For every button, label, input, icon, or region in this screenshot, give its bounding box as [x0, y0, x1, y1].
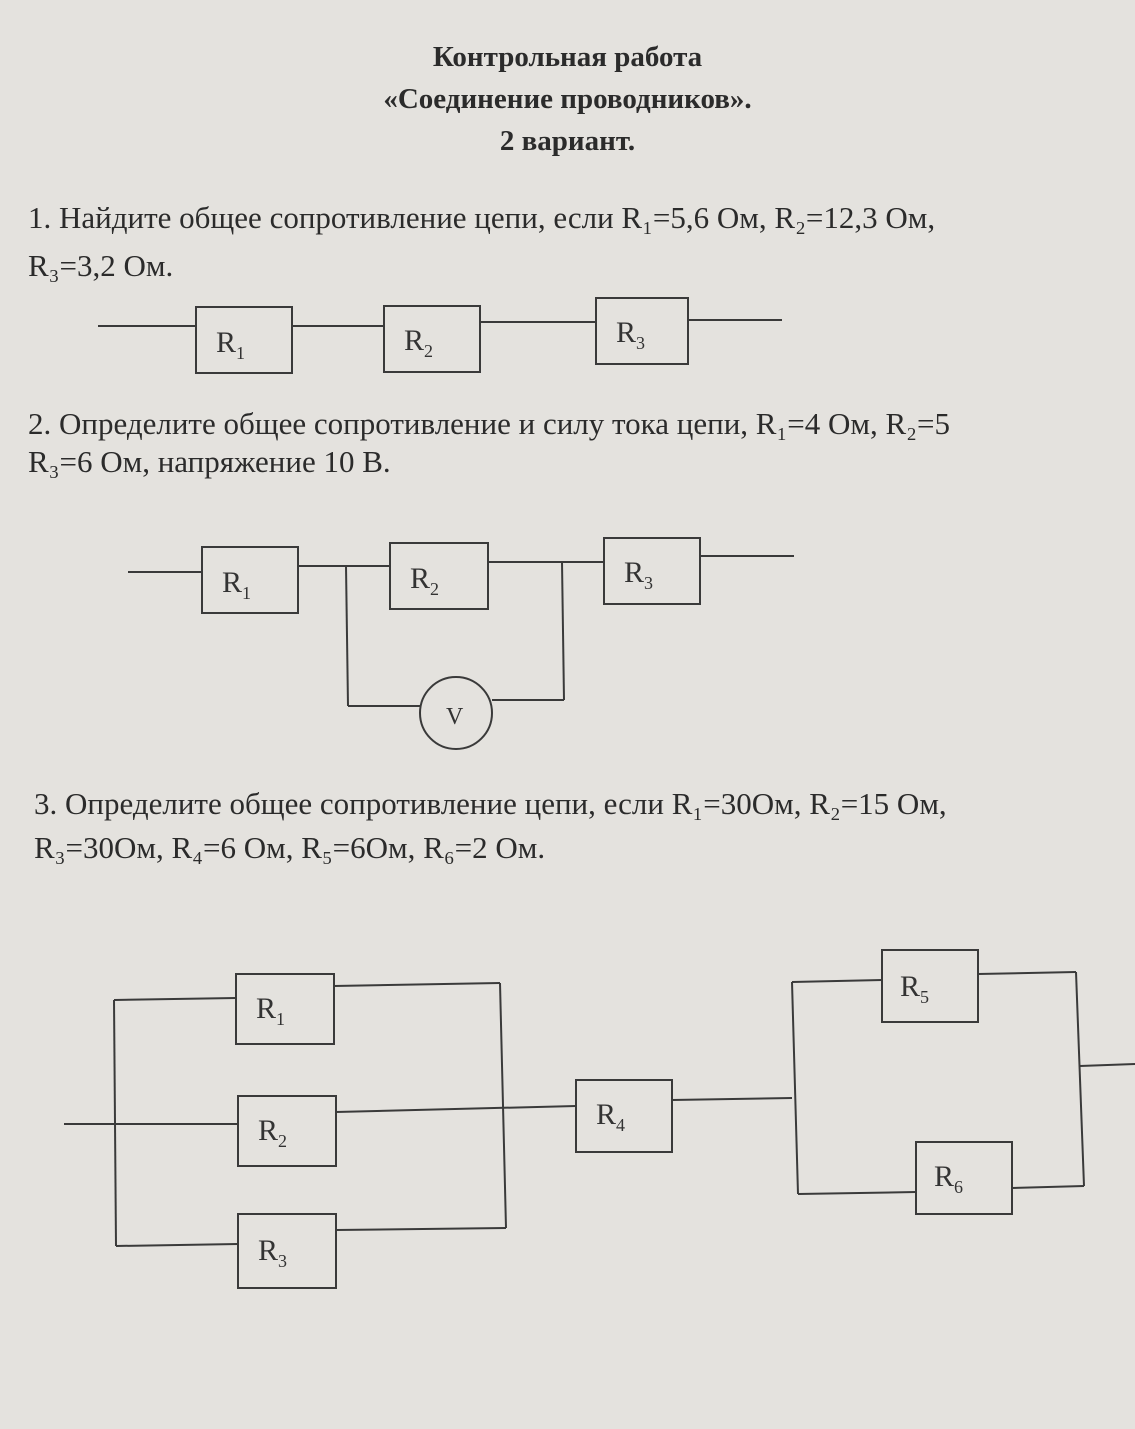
task3-text-line1: 3. Определите общее сопротивление цепи, если R₁=30Ом, R₂=15 Ом,: [34, 786, 947, 821]
doc-title-line1: Контрольная работа: [432, 41, 703, 73]
c2-r1-label: $R_1$: [222, 566, 252, 603]
c1-r2-label: $R_2$: [404, 324, 434, 361]
c1-r3-box: [596, 298, 688, 364]
doc-title-line3: 2 вариант.: [499, 125, 636, 157]
c2-r2-box: [390, 543, 488, 609]
c3-r4-label: $R_4$: [596, 1098, 626, 1135]
circuit1: [98, 298, 782, 373]
c2-r3-box: [604, 538, 700, 604]
doc-title-line2: «Соединение проводников».: [383, 83, 752, 115]
c3-r6-label: $R_6$: [934, 1160, 964, 1197]
task2-text-line1: 2. Определите общее сопротивление и силу тока цепи, R₁=4 Ом, R₂=5: [28, 406, 950, 441]
c1-r1-label: $R_1$: [216, 326, 246, 363]
task1-text-line1: 1. Найдите общее сопротивление цепи, если R₁=5,6 Ом, R₂=12,3 Ом,: [28, 200, 936, 235]
task2-text-line2: R₃=6 Ом, напряжение 10 В.: [28, 444, 391, 479]
c2-r1-box: [202, 547, 298, 613]
c3-r5-label: $R_5$: [900, 970, 930, 1007]
c2-r3-label: $R_3$: [624, 556, 654, 593]
voltmeter-label: V: [446, 704, 464, 730]
c1-r2-box: [384, 306, 480, 372]
c1-r3-label: $R_3$: [616, 316, 646, 353]
c3-r2-label: $R_2$: [258, 1114, 288, 1151]
c3-r3-label: $R_3$: [258, 1234, 288, 1271]
c2-r2-label: $R_2$: [410, 562, 440, 599]
c3-r5-box: [882, 950, 978, 1022]
task1-text-line2: R₃=3,2 Ом.: [28, 248, 174, 283]
c3-r6-box: [916, 1142, 1012, 1214]
c1-r1-box: [196, 307, 292, 373]
c3-r1-label: $R_1$: [256, 992, 286, 1029]
task3-text-line2: R₃=30Ом, R₄=6 Ом, R₅=6Ом, R₆=2 Ом.: [34, 830, 546, 865]
